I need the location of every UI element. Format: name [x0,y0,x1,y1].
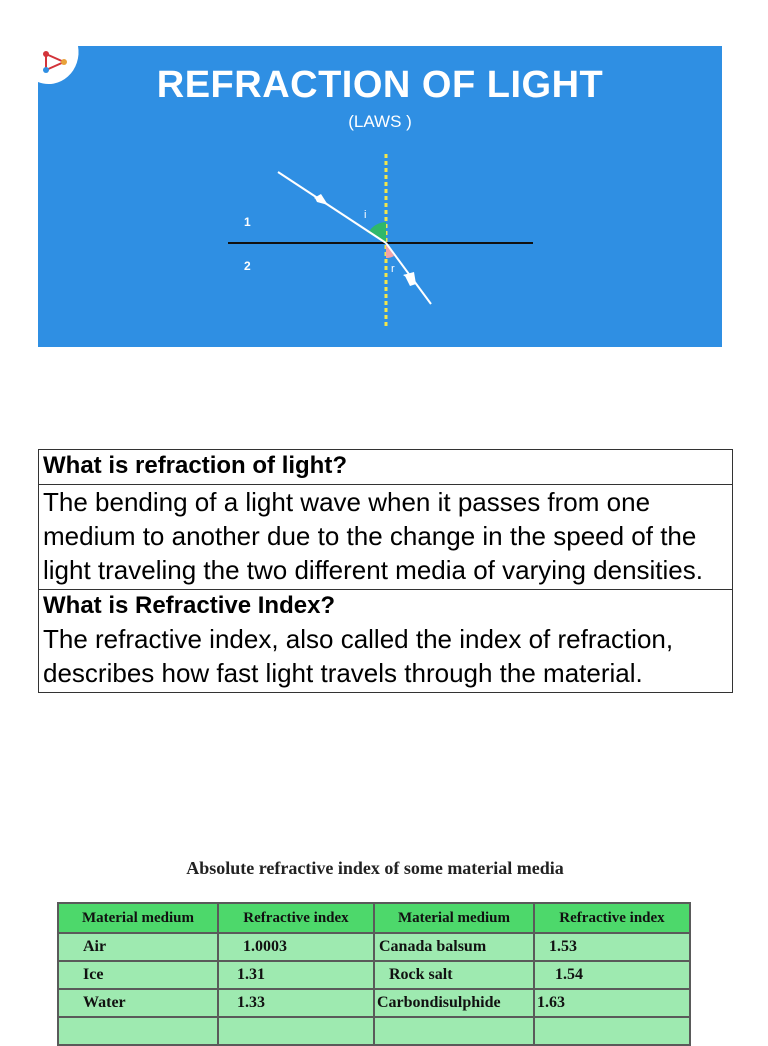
banner [38,46,722,347]
cell-index: 1.63 [534,989,690,1017]
table-row [58,933,690,961]
cell-material: Air [58,933,218,961]
cell-index: 1.54 [534,961,690,989]
header-index-1: Refractive index [218,903,374,933]
answer-2: The refractive index, also called the index of refraction, describes how fast light travels through the material. [43,624,674,688]
cell-empty [58,1017,218,1045]
table-header-row [58,903,690,933]
cell-material: Ice [58,961,218,989]
cell-material: Water [58,989,218,1017]
cell-index: 1.33 [218,989,374,1017]
table-row [58,989,690,1017]
header-index-2: Refractive index [534,903,690,933]
table-row [58,961,690,989]
incident-ray [278,172,386,243]
qa-item-2-cell [39,589,732,692]
cell-material: Carbondisulphide [374,989,534,1017]
answer-1: The bending of a light wave when it passes from one medium to another due to the change in the speed of the light traveling the two different media of varying densities. [43,487,703,585]
banner-title: REFRACTION OF LIGHT [156,64,604,106]
cell-empty [534,1017,690,1045]
banner-subtitle: (LAWS ) [348,112,412,131]
medium-1-label: 1 [244,215,251,229]
header-material-2: Material medium [374,903,534,933]
refractive-index-table [57,902,691,1046]
ri-table-caption: Absolute refractive index of some material media [186,858,564,878]
cell-material: Rock salt [374,961,534,989]
question-1: What is refraction of light? [43,452,347,479]
medium-2-label: 2 [244,259,251,273]
question-2: What is Refractive Index? [43,592,336,619]
header-material-1: Material medium [58,903,218,933]
cell-index: 1.53 [534,933,690,961]
cell-index: 1.31 [218,961,374,989]
angle-i-label: i [364,209,367,221]
angle-r-label: r [391,263,395,275]
cell-empty [218,1017,374,1045]
cell-empty [374,1017,534,1045]
qa-answer-1-cell [39,484,732,589]
qa-table [38,449,733,693]
qa-question-1-cell [39,450,732,484]
cell-material: Canada balsum [374,933,534,961]
cell-index: 1.0003 [218,933,374,961]
table-row [58,1017,690,1045]
